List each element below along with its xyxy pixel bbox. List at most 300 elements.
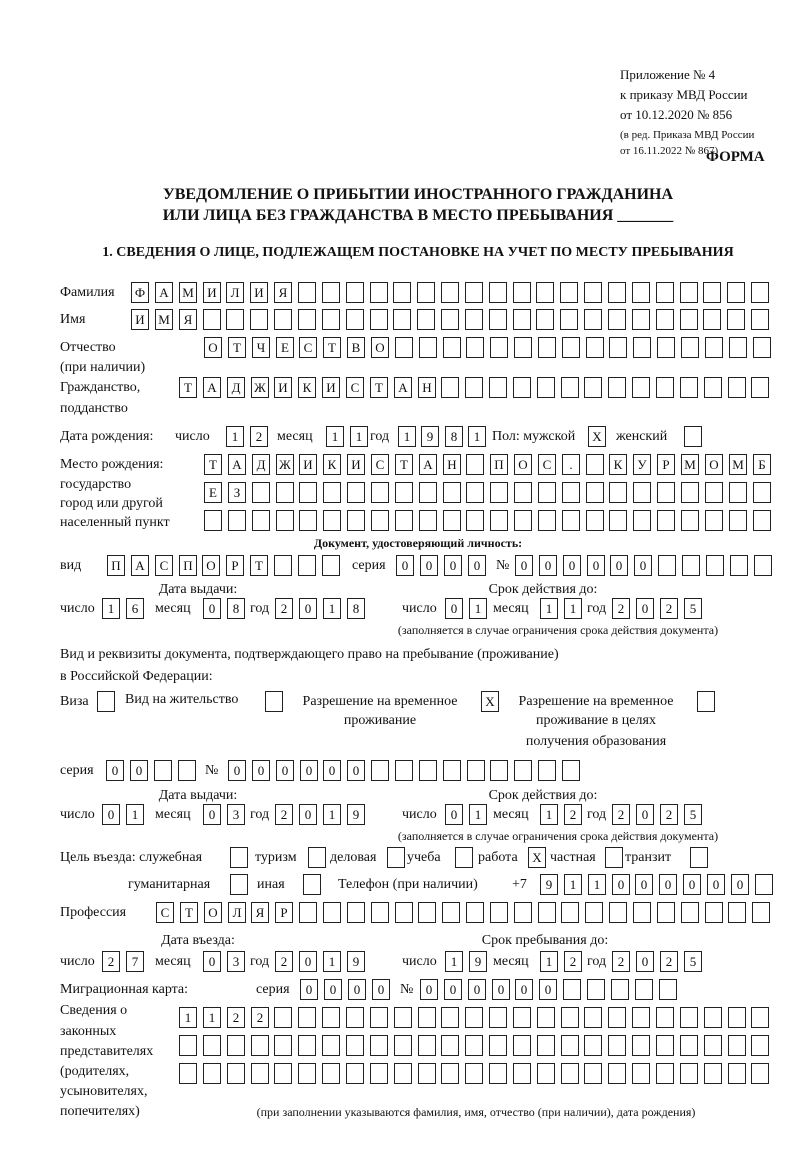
char-cell[interactable] <box>346 309 364 330</box>
char-cell[interactable]: 2 <box>227 1007 245 1028</box>
char-cell[interactable] <box>657 337 675 358</box>
char-cell[interactable]: 0 <box>515 555 533 576</box>
visa-checkbox[interactable] <box>97 691 115 712</box>
char-cell[interactable] <box>394 1035 412 1056</box>
char-cell[interactable]: С <box>156 902 174 923</box>
char-cell[interactable]: 0 <box>299 804 317 825</box>
char-cell[interactable]: Л <box>226 282 244 303</box>
char-cell[interactable]: Я <box>251 902 269 923</box>
purpose-work-checkbox[interactable]: X <box>528 847 546 868</box>
char-cell[interactable]: 2 <box>660 951 678 972</box>
char-cell[interactable] <box>755 874 773 895</box>
purpose-business-checkbox[interactable] <box>387 847 405 868</box>
char-cell[interactable] <box>704 1063 722 1084</box>
char-cell[interactable]: 0 <box>347 760 365 781</box>
char-cell[interactable]: 0 <box>636 598 654 619</box>
char-cell[interactable] <box>227 1035 245 1056</box>
char-cell[interactable]: 0 <box>636 804 654 825</box>
char-cell[interactable]: С <box>346 377 364 398</box>
char-cell[interactable] <box>179 1063 197 1084</box>
char-cell[interactable] <box>680 309 698 330</box>
char-cell[interactable] <box>537 1035 555 1056</box>
char-cell[interactable] <box>513 1035 531 1056</box>
char-cell[interactable]: 1 <box>469 598 487 619</box>
char-cell[interactable] <box>417 309 435 330</box>
char-cell[interactable] <box>706 555 724 576</box>
char-cell[interactable] <box>204 510 222 531</box>
char-cell[interactable] <box>729 337 747 358</box>
char-cell[interactable] <box>252 510 270 531</box>
char-cell[interactable] <box>560 282 578 303</box>
char-cell[interactable]: В <box>347 337 365 358</box>
char-cell[interactable]: 0 <box>634 555 652 576</box>
char-cell[interactable] <box>514 760 532 781</box>
char-cell[interactable] <box>489 1035 507 1056</box>
char-cell[interactable] <box>633 337 651 358</box>
char-cell[interactable] <box>656 377 674 398</box>
char-cell[interactable] <box>443 510 461 531</box>
char-cell[interactable]: . <box>562 454 580 475</box>
char-cell[interactable] <box>753 482 771 503</box>
char-cell[interactable] <box>752 902 770 923</box>
char-cell[interactable]: Ч <box>252 337 270 358</box>
char-cell[interactable] <box>441 377 459 398</box>
char-cell[interactable]: 0 <box>324 979 342 1000</box>
char-cell[interactable]: 3 <box>227 804 245 825</box>
char-cell[interactable] <box>347 510 365 531</box>
char-cell[interactable]: С <box>538 454 556 475</box>
char-cell[interactable]: 6 <box>126 598 144 619</box>
char-cell[interactable] <box>538 482 556 503</box>
char-cell[interactable] <box>251 1035 269 1056</box>
char-cell[interactable] <box>418 902 436 923</box>
char-cell[interactable]: 9 <box>469 951 487 972</box>
char-cell[interactable]: Т <box>395 454 413 475</box>
char-cell[interactable]: 2 <box>612 804 630 825</box>
char-cell[interactable]: 1 <box>540 598 558 619</box>
char-cell[interactable]: 2 <box>564 951 582 972</box>
char-cell[interactable]: Н <box>418 377 436 398</box>
char-cell[interactable]: 0 <box>515 979 533 1000</box>
char-cell[interactable]: 0 <box>420 979 438 1000</box>
char-cell[interactable]: М <box>155 309 173 330</box>
char-cell[interactable] <box>751 309 769 330</box>
char-cell[interactable]: У <box>633 454 651 475</box>
char-cell[interactable]: 8 <box>445 426 463 447</box>
char-cell[interactable] <box>441 309 459 330</box>
char-cell[interactable]: И <box>274 377 292 398</box>
char-cell[interactable]: 1 <box>326 426 344 447</box>
char-cell[interactable]: А <box>394 377 412 398</box>
char-cell[interactable] <box>323 902 341 923</box>
char-cell[interactable]: 0 <box>444 555 462 576</box>
char-cell[interactable] <box>751 1063 769 1084</box>
char-cell[interactable]: П <box>107 555 125 576</box>
char-cell[interactable]: 0 <box>299 951 317 972</box>
char-cell[interactable] <box>346 1035 364 1056</box>
char-cell[interactable]: Т <box>180 902 198 923</box>
char-cell[interactable] <box>587 979 605 1000</box>
char-cell[interactable] <box>322 1035 340 1056</box>
char-cell[interactable]: С <box>371 454 389 475</box>
char-cell[interactable]: О <box>514 454 532 475</box>
char-cell[interactable] <box>561 1035 579 1056</box>
char-cell[interactable] <box>730 555 748 576</box>
char-cell[interactable]: 1 <box>468 426 486 447</box>
char-cell[interactable] <box>322 1007 340 1028</box>
char-cell[interactable] <box>465 1063 483 1084</box>
char-cell[interactable] <box>513 1063 531 1084</box>
char-cell[interactable]: М <box>729 454 747 475</box>
char-cell[interactable] <box>178 760 196 781</box>
char-cell[interactable]: 0 <box>372 979 390 1000</box>
char-cell[interactable] <box>560 309 578 330</box>
char-cell[interactable] <box>729 510 747 531</box>
char-cell[interactable] <box>347 482 365 503</box>
char-cell[interactable] <box>346 1063 364 1084</box>
char-cell[interactable] <box>728 1007 746 1028</box>
char-cell[interactable]: 0 <box>612 874 630 895</box>
char-cell[interactable] <box>394 1063 412 1084</box>
char-cell[interactable]: 2 <box>660 804 678 825</box>
char-cell[interactable] <box>537 1063 555 1084</box>
char-cell[interactable] <box>538 510 556 531</box>
purpose-other-checkbox[interactable] <box>303 874 321 895</box>
char-cell[interactable]: Т <box>179 377 197 398</box>
char-cell[interactable] <box>347 902 365 923</box>
char-cell[interactable]: О <box>705 454 723 475</box>
char-cell[interactable] <box>490 902 508 923</box>
char-cell[interactable] <box>371 482 389 503</box>
char-cell[interactable]: 0 <box>130 760 148 781</box>
char-cell[interactable] <box>681 510 699 531</box>
char-cell[interactable] <box>632 1035 650 1056</box>
char-cell[interactable] <box>274 555 292 576</box>
char-cell[interactable]: 1 <box>469 804 487 825</box>
char-cell[interactable] <box>490 760 508 781</box>
char-cell[interactable] <box>681 482 699 503</box>
char-cell[interactable]: 1 <box>126 804 144 825</box>
char-cell[interactable] <box>203 1063 221 1084</box>
char-cell[interactable] <box>489 282 507 303</box>
char-cell[interactable]: 9 <box>347 951 365 972</box>
char-cell[interactable] <box>419 482 437 503</box>
char-cell[interactable] <box>680 1007 698 1028</box>
char-cell[interactable]: 8 <box>227 598 245 619</box>
char-cell[interactable]: 1 <box>540 951 558 972</box>
char-cell[interactable] <box>322 1063 340 1084</box>
char-cell[interactable]: 0 <box>299 598 317 619</box>
char-cell[interactable] <box>608 309 626 330</box>
char-cell[interactable]: 2 <box>275 598 293 619</box>
char-cell[interactable] <box>466 902 484 923</box>
char-cell[interactable]: 0 <box>228 760 246 781</box>
char-cell[interactable] <box>465 282 483 303</box>
char-cell[interactable]: П <box>179 555 197 576</box>
char-cell[interactable]: К <box>298 377 316 398</box>
char-cell[interactable]: Т <box>323 337 341 358</box>
char-cell[interactable] <box>751 1007 769 1028</box>
char-cell[interactable] <box>203 309 221 330</box>
char-cell[interactable] <box>346 1007 364 1028</box>
char-cell[interactable]: 0 <box>707 874 725 895</box>
char-cell[interactable]: Е <box>276 337 294 358</box>
char-cell[interactable]: 1 <box>323 804 341 825</box>
char-cell[interactable]: 5 <box>684 804 702 825</box>
char-cell[interactable] <box>656 1035 674 1056</box>
char-cell[interactable] <box>704 1007 722 1028</box>
char-cell[interactable] <box>346 282 364 303</box>
char-cell[interactable] <box>584 309 602 330</box>
char-cell[interactable]: 1 <box>588 874 606 895</box>
char-cell[interactable]: 0 <box>563 555 581 576</box>
char-cell[interactable]: М <box>681 454 699 475</box>
char-cell[interactable]: Я <box>179 309 197 330</box>
char-cell[interactable] <box>633 482 651 503</box>
char-cell[interactable] <box>513 1007 531 1028</box>
char-cell[interactable]: 1 <box>540 804 558 825</box>
char-cell[interactable]: 2 <box>251 1007 269 1028</box>
char-cell[interactable] <box>659 979 677 1000</box>
char-cell[interactable]: Ж <box>251 377 269 398</box>
char-cell[interactable]: 0 <box>276 760 294 781</box>
char-cell[interactable] <box>538 760 556 781</box>
char-cell[interactable] <box>704 377 722 398</box>
char-cell[interactable]: 1 <box>350 426 368 447</box>
char-cell[interactable] <box>371 510 389 531</box>
char-cell[interactable]: Я <box>274 282 292 303</box>
char-cell[interactable]: 0 <box>106 760 124 781</box>
char-cell[interactable]: 1 <box>102 598 120 619</box>
char-cell[interactable]: Т <box>250 555 268 576</box>
char-cell[interactable] <box>657 510 675 531</box>
char-cell[interactable] <box>681 337 699 358</box>
residence-permit-checkbox[interactable] <box>265 691 283 712</box>
char-cell[interactable] <box>608 1063 626 1084</box>
char-cell[interactable] <box>536 309 554 330</box>
char-cell[interactable]: И <box>250 282 268 303</box>
char-cell[interactable] <box>681 902 699 923</box>
char-cell[interactable] <box>728 1063 746 1084</box>
char-cell[interactable]: 1 <box>445 951 463 972</box>
char-cell[interactable]: О <box>202 555 220 576</box>
char-cell[interactable] <box>299 902 317 923</box>
char-cell[interactable] <box>753 337 771 358</box>
char-cell[interactable] <box>395 902 413 923</box>
char-cell[interactable]: 0 <box>445 804 463 825</box>
char-cell[interactable]: С <box>299 337 317 358</box>
char-cell[interactable] <box>441 1007 459 1028</box>
char-cell[interactable] <box>274 1007 292 1028</box>
char-cell[interactable] <box>514 482 532 503</box>
char-cell[interactable] <box>562 482 580 503</box>
char-cell[interactable]: А <box>155 282 173 303</box>
char-cell[interactable]: 0 <box>635 874 653 895</box>
char-cell[interactable] <box>584 1007 602 1028</box>
char-cell[interactable]: 0 <box>203 598 221 619</box>
char-cell[interactable] <box>274 309 292 330</box>
char-cell[interactable]: Т <box>228 337 246 358</box>
char-cell[interactable] <box>298 555 316 576</box>
char-cell[interactable]: 2 <box>250 426 268 447</box>
char-cell[interactable] <box>657 482 675 503</box>
char-cell[interactable] <box>703 282 721 303</box>
char-cell[interactable] <box>489 1007 507 1028</box>
char-cell[interactable] <box>632 1063 650 1084</box>
char-cell[interactable] <box>395 760 413 781</box>
char-cell[interactable]: И <box>347 454 365 475</box>
char-cell[interactable] <box>417 282 435 303</box>
char-cell[interactable]: 0 <box>323 760 341 781</box>
char-cell[interactable] <box>727 309 745 330</box>
char-cell[interactable]: 0 <box>203 804 221 825</box>
temp-residence-checkbox[interactable]: X <box>481 691 499 712</box>
char-cell[interactable] <box>203 1035 221 1056</box>
char-cell[interactable] <box>656 309 674 330</box>
char-cell[interactable] <box>227 1063 245 1084</box>
char-cell[interactable] <box>419 337 437 358</box>
char-cell[interactable] <box>561 1007 579 1028</box>
char-cell[interactable] <box>370 309 388 330</box>
char-cell[interactable]: 9 <box>540 874 558 895</box>
char-cell[interactable] <box>276 510 294 531</box>
char-cell[interactable] <box>584 282 602 303</box>
char-cell[interactable] <box>656 1063 674 1084</box>
char-cell[interactable]: 0 <box>300 760 318 781</box>
char-cell[interactable] <box>489 1063 507 1084</box>
char-cell[interactable] <box>538 902 556 923</box>
char-cell[interactable] <box>226 309 244 330</box>
char-cell[interactable] <box>561 902 579 923</box>
char-cell[interactable]: 0 <box>444 979 462 1000</box>
char-cell[interactable] <box>393 282 411 303</box>
char-cell[interactable] <box>633 510 651 531</box>
char-cell[interactable]: 1 <box>323 951 341 972</box>
char-cell[interactable]: 0 <box>492 979 510 1000</box>
char-cell[interactable] <box>633 902 651 923</box>
char-cell[interactable] <box>728 902 746 923</box>
char-cell[interactable] <box>611 979 629 1000</box>
char-cell[interactable] <box>635 979 653 1000</box>
char-cell[interactable] <box>537 1007 555 1028</box>
char-cell[interactable] <box>252 482 270 503</box>
char-cell[interactable] <box>513 282 531 303</box>
char-cell[interactable] <box>562 510 580 531</box>
char-cell[interactable] <box>323 510 341 531</box>
char-cell[interactable] <box>419 760 437 781</box>
char-cell[interactable]: 0 <box>587 555 605 576</box>
char-cell[interactable] <box>608 1007 626 1028</box>
purpose-official-checkbox[interactable] <box>230 847 248 868</box>
char-cell[interactable]: 0 <box>683 874 701 895</box>
char-cell[interactable] <box>562 760 580 781</box>
char-cell[interactable]: Т <box>370 377 388 398</box>
char-cell[interactable] <box>298 1007 316 1028</box>
purpose-study-checkbox[interactable] <box>455 847 473 868</box>
char-cell[interactable] <box>465 1035 483 1056</box>
purpose-transit-checkbox[interactable] <box>690 847 708 868</box>
char-cell[interactable] <box>609 482 627 503</box>
char-cell[interactable] <box>537 377 555 398</box>
char-cell[interactable]: Л <box>228 902 246 923</box>
char-cell[interactable]: 0 <box>348 979 366 1000</box>
char-cell[interactable] <box>322 309 340 330</box>
char-cell[interactable] <box>465 377 483 398</box>
char-cell[interactable] <box>395 482 413 503</box>
char-cell[interactable] <box>656 1007 674 1028</box>
purpose-humanitarian-checkbox[interactable] <box>230 874 248 895</box>
char-cell[interactable]: Т <box>204 454 222 475</box>
char-cell[interactable]: О <box>204 337 222 358</box>
char-cell[interactable]: И <box>203 282 221 303</box>
char-cell[interactable] <box>274 1063 292 1084</box>
char-cell[interactable]: 0 <box>659 874 677 895</box>
char-cell[interactable]: 0 <box>539 979 557 1000</box>
char-cell[interactable] <box>322 555 340 576</box>
char-cell[interactable] <box>299 482 317 503</box>
char-cell[interactable] <box>490 482 508 503</box>
char-cell[interactable]: М <box>179 282 197 303</box>
char-cell[interactable]: И <box>322 377 340 398</box>
char-cell[interactable] <box>608 1035 626 1056</box>
char-cell[interactable] <box>443 337 461 358</box>
char-cell[interactable] <box>632 1007 650 1028</box>
char-cell[interactable] <box>298 1035 316 1056</box>
char-cell[interactable]: О <box>204 902 222 923</box>
char-cell[interactable] <box>394 1007 412 1028</box>
char-cell[interactable] <box>466 337 484 358</box>
char-cell[interactable] <box>371 902 389 923</box>
char-cell[interactable] <box>680 1063 698 1084</box>
char-cell[interactable] <box>442 902 460 923</box>
char-cell[interactable]: 5 <box>684 598 702 619</box>
char-cell[interactable] <box>584 377 602 398</box>
char-cell[interactable] <box>298 282 316 303</box>
char-cell[interactable]: 2 <box>660 598 678 619</box>
sex-female-checkbox[interactable] <box>684 426 702 447</box>
char-cell[interactable]: 1 <box>203 1007 221 1028</box>
char-cell[interactable]: Р <box>226 555 244 576</box>
char-cell[interactable]: 7 <box>126 951 144 972</box>
char-cell[interactable] <box>632 282 650 303</box>
char-cell[interactable]: 1 <box>564 598 582 619</box>
char-cell[interactable]: 0 <box>468 555 486 576</box>
char-cell[interactable]: А <box>203 377 221 398</box>
char-cell[interactable] <box>513 377 531 398</box>
char-cell[interactable]: 1 <box>226 426 244 447</box>
char-cell[interactable] <box>586 337 604 358</box>
char-cell[interactable] <box>395 510 413 531</box>
char-cell[interactable] <box>609 902 627 923</box>
char-cell[interactable]: Ф <box>131 282 149 303</box>
char-cell[interactable]: 2 <box>102 951 120 972</box>
char-cell[interactable] <box>251 1063 269 1084</box>
char-cell[interactable] <box>490 510 508 531</box>
purpose-private-checkbox[interactable] <box>605 847 623 868</box>
char-cell[interactable] <box>489 309 507 330</box>
char-cell[interactable] <box>538 337 556 358</box>
char-cell[interactable]: 0 <box>420 555 438 576</box>
char-cell[interactable]: 9 <box>421 426 439 447</box>
char-cell[interactable]: 2 <box>275 804 293 825</box>
char-cell[interactable] <box>228 510 246 531</box>
char-cell[interactable]: 1 <box>323 598 341 619</box>
char-cell[interactable] <box>466 454 484 475</box>
char-cell[interactable] <box>586 454 604 475</box>
char-cell[interactable] <box>298 1063 316 1084</box>
char-cell[interactable] <box>584 1063 602 1084</box>
char-cell[interactable]: О <box>371 337 389 358</box>
